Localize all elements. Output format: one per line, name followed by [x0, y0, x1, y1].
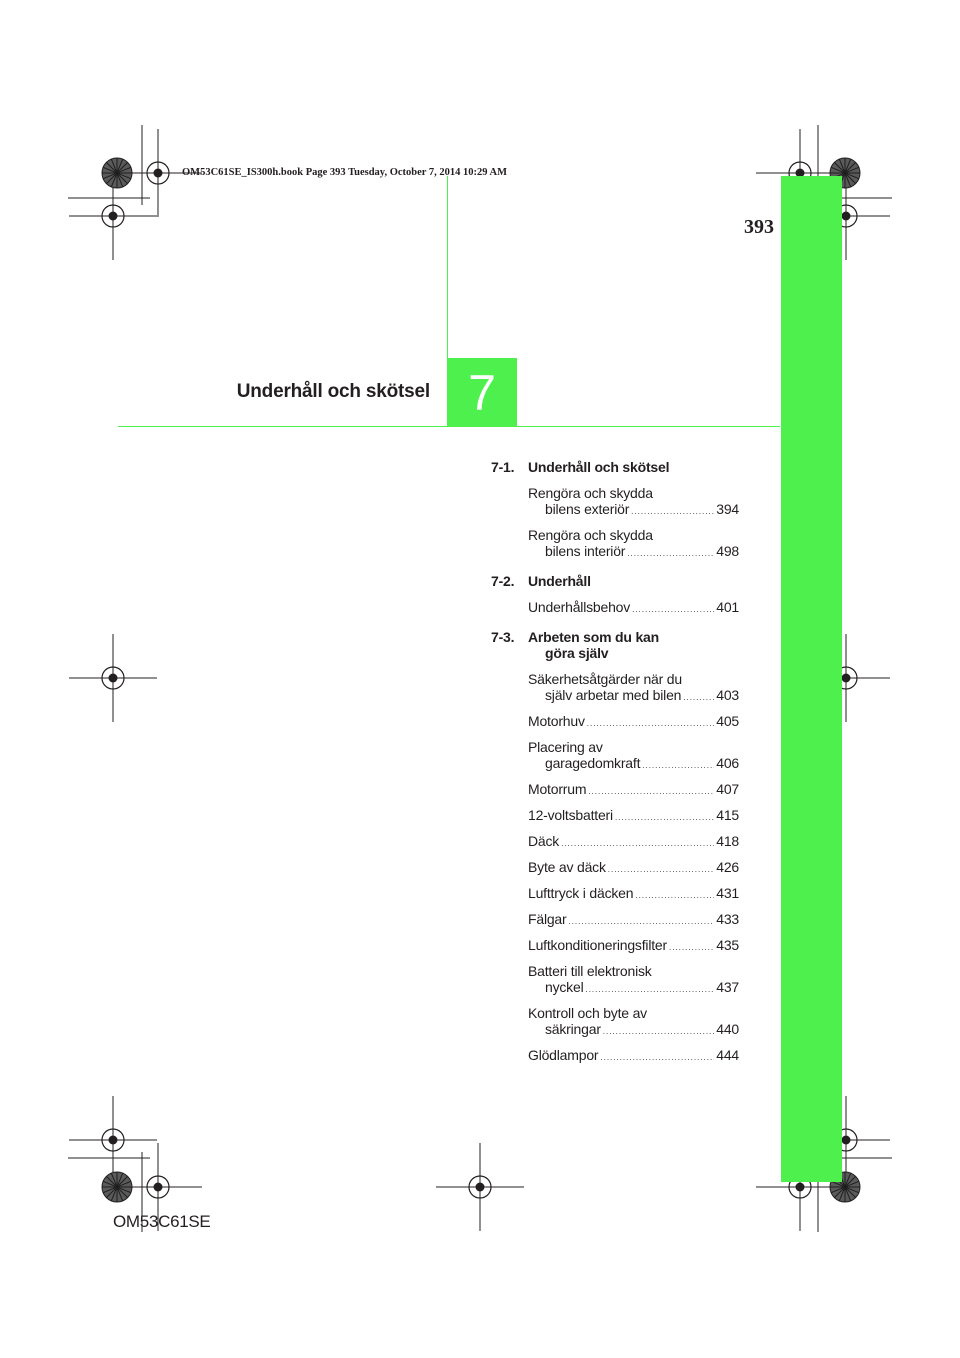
dot-leader [561, 839, 714, 848]
entry-page: 498 [716, 543, 739, 559]
entry-page: 431 [716, 885, 739, 901]
chapter-side-tab [781, 176, 842, 1182]
toc-entry[interactable] [491, 807, 739, 823]
dot-leader [683, 693, 714, 702]
entry-title-cont: bilens exteriör [545, 501, 630, 517]
dot-leader [585, 985, 714, 994]
toc-entry[interactable] [491, 937, 739, 953]
entry-title-cont: säkringar [545, 1021, 601, 1037]
toc-entry[interactable] [491, 833, 739, 849]
entry-page: 407 [716, 781, 739, 797]
section-title-cont: göra själv [545, 645, 609, 661]
entry-title: Fälgar [528, 911, 567, 927]
print-slug: OM53C61SE_IS300h.book Page 393 Tuesday, October 7, 2014 10:29 AM [182, 167, 508, 178]
document-code: OM53C61SE [113, 1212, 211, 1231]
entry-page: 406 [716, 755, 739, 771]
toc-entry[interactable] [491, 859, 739, 875]
entry-title: Lufttryck i däcken [528, 885, 634, 901]
chapter-number: 7 [468, 364, 496, 421]
dot-leader [669, 943, 714, 952]
dot-leader [642, 761, 714, 770]
entry-page: 435 [716, 937, 739, 953]
entry-title-cont: bilens interiör [545, 543, 626, 559]
entry-page: 403 [716, 687, 739, 703]
entry-title: Placering av [528, 739, 603, 755]
entry-page: 394 [716, 501, 739, 517]
entry-title: Motorrum [528, 781, 587, 797]
dot-leader [631, 507, 714, 516]
entry-title: Kontroll och byte av [528, 1005, 647, 1021]
crosshair-mark-icon [69, 1096, 157, 1184]
toc-entry[interactable] [491, 713, 739, 729]
toc-entry[interactable] [491, 1047, 739, 1063]
toc-section [491, 459, 739, 475]
section-number: 7-2. [491, 573, 515, 589]
entry-title-cont: garagedomkraft [545, 755, 641, 771]
entry-page: 418 [716, 833, 739, 849]
dot-leader [568, 917, 714, 926]
table-of-contents [491, 459, 739, 1063]
entry-page: 405 [716, 713, 739, 729]
dot-leader [587, 719, 714, 728]
entry-page: 433 [716, 911, 739, 927]
dot-leader [603, 1027, 714, 1036]
entry-title: Rengöra och skydda [528, 527, 653, 543]
crosshair-mark-icon [436, 1143, 524, 1231]
entry-title: Säkerhetsåtgärder när du [528, 671, 682, 687]
crosshair-mark-icon [69, 634, 157, 722]
entry-title-cont: själv arbetar med bilen [545, 687, 682, 703]
entry-title: Batteri till elektronisk [528, 963, 652, 979]
toc-section [491, 573, 739, 589]
entry-title: Rengöra och skydda [528, 485, 653, 501]
dot-leader [588, 787, 714, 796]
entry-page: 444 [716, 1047, 739, 1063]
dot-leader [632, 605, 714, 614]
page-number: 393 [744, 216, 774, 238]
entry-title: Däck [528, 833, 560, 849]
toc-entry[interactable] [491, 963, 739, 995]
entry-page: 415 [716, 807, 739, 823]
entry-title-cont: nyckel [545, 979, 584, 995]
toc-entry[interactable] [491, 781, 739, 797]
header-vertical-rule [447, 176, 448, 358]
dot-leader [608, 865, 714, 874]
toc-entry[interactable] [491, 739, 739, 771]
entry-page: 440 [716, 1021, 739, 1037]
chapter-number-box [447, 358, 517, 427]
toc-entry[interactable] [491, 671, 739, 703]
toc-entry[interactable] [491, 1005, 739, 1037]
section-number: 7-3. [491, 629, 515, 645]
entry-title: 12-voltsbatteri [528, 807, 613, 823]
toc-entry[interactable] [491, 885, 739, 901]
section-title: Underhåll och skötsel [528, 459, 670, 475]
entry-title: Glödlampor [528, 1047, 599, 1063]
chapter-title: Underhåll och skötsel [236, 381, 430, 402]
toc-section [491, 629, 739, 661]
dot-leader [635, 891, 714, 900]
entry-title: Underhållsbehov [528, 599, 631, 615]
entry-page: 437 [716, 979, 739, 995]
dot-leader [627, 549, 714, 558]
toc-entry[interactable] [491, 911, 739, 927]
entry-title: Motorhuv [528, 713, 585, 729]
entry-title: Luftkonditioneringsfilter [528, 937, 667, 953]
toc-entry[interactable] [491, 527, 739, 559]
toc-entry[interactable] [491, 485, 739, 517]
sunburst-mark-icon [102, 1172, 132, 1202]
dot-leader [615, 813, 714, 822]
section-title: Arbeten som du kan [528, 629, 659, 645]
entry-title: Byte av däck [528, 859, 606, 875]
section-number: 7-1. [491, 459, 515, 475]
toc-entry[interactable] [491, 599, 739, 615]
entry-page: 426 [716, 859, 739, 875]
entry-page: 401 [716, 599, 739, 615]
dot-leader [600, 1053, 714, 1062]
section-title: Underhåll [528, 573, 591, 589]
sunburst-mark-icon [102, 158, 132, 188]
